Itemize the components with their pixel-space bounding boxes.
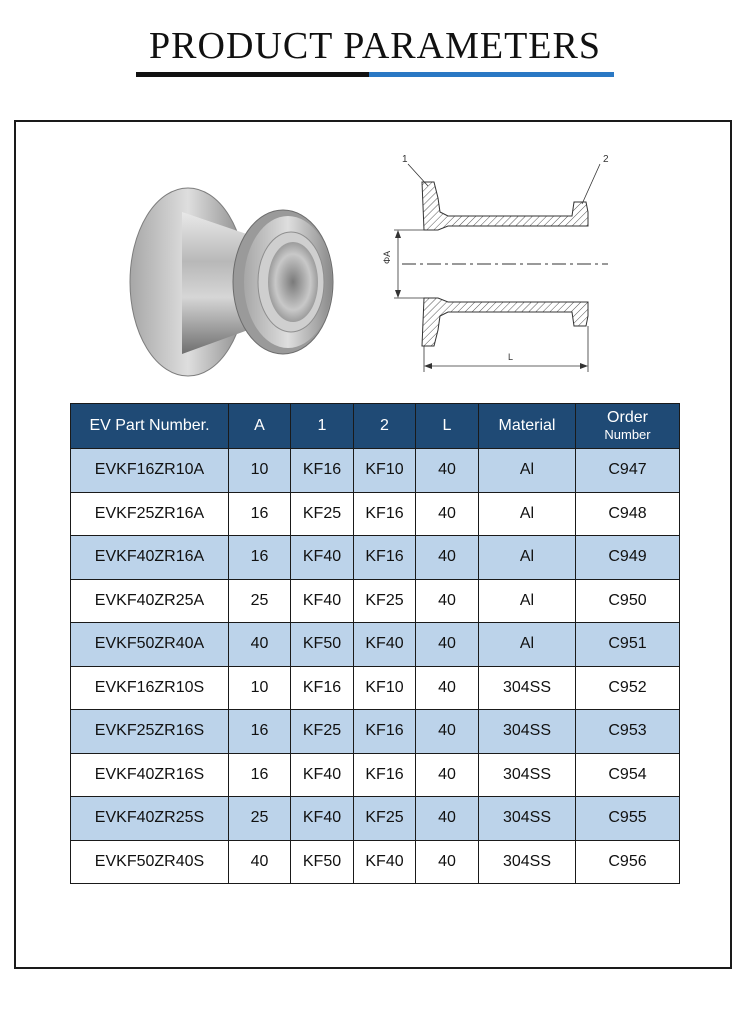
- cell-order: C950: [576, 579, 680, 623]
- cell-order: C956: [576, 840, 680, 884]
- table-row: [71, 753, 680, 797]
- cell-part: EVKF50ZR40S: [71, 840, 229, 884]
- cell-order: C953: [576, 710, 680, 754]
- header-l: L: [416, 404, 479, 449]
- cell-a: 10: [229, 666, 291, 710]
- cell-2: KF40: [354, 840, 416, 884]
- cell-l: 40: [416, 492, 479, 536]
- dim-a-label: ΦA: [382, 250, 392, 264]
- cell-a: 16: [229, 753, 291, 797]
- table-row: [71, 710, 680, 754]
- cell-part: EVKF40ZR25S: [71, 797, 229, 841]
- header-part-number: EV Part Number.: [71, 404, 229, 449]
- cell-2: KF25: [354, 797, 416, 841]
- cell-2: KF40: [354, 623, 416, 667]
- cell-material: 304SS: [479, 666, 576, 710]
- cell-part: EVKF40ZR25A: [71, 579, 229, 623]
- page-title: PRODUCT PARAMETERS: [149, 25, 601, 67]
- cell-1: KF40: [291, 797, 354, 841]
- dim-l-label: L: [508, 352, 514, 362]
- cell-2: KF16: [354, 710, 416, 754]
- cell-material: 304SS: [479, 710, 576, 754]
- table-row: [71, 492, 680, 536]
- cell-2: KF10: [354, 449, 416, 493]
- header-order-main: Order: [607, 409, 648, 426]
- header-a: A: [229, 404, 291, 449]
- cell-part: EVKF25ZR16A: [71, 492, 229, 536]
- product-photo: [120, 182, 338, 378]
- cell-part: EVKF16ZR10A: [71, 449, 229, 493]
- cell-order: C952: [576, 666, 680, 710]
- table-row: [71, 579, 680, 623]
- cell-a: 25: [229, 797, 291, 841]
- cell-1: KF40: [291, 536, 354, 580]
- header-material: Material: [479, 404, 576, 449]
- cell-a: 16: [229, 710, 291, 754]
- cell-part: EVKF50ZR40A: [71, 623, 229, 667]
- table-row: [71, 797, 680, 841]
- table-row: [71, 449, 680, 493]
- cell-a: 16: [229, 536, 291, 580]
- cell-1: KF40: [291, 753, 354, 797]
- table-header-row: [71, 404, 680, 449]
- cell-material: Al: [479, 492, 576, 536]
- cell-1: KF50: [291, 840, 354, 884]
- cell-order: C951: [576, 623, 680, 667]
- cell-material: 304SS: [479, 753, 576, 797]
- cell-material: Al: [479, 579, 576, 623]
- cell-material: 304SS: [479, 797, 576, 841]
- cell-2: KF16: [354, 536, 416, 580]
- cell-order: C948: [576, 492, 680, 536]
- cell-part: EVKF16ZR10S: [71, 666, 229, 710]
- cell-order: C955: [576, 797, 680, 841]
- callout-2: 2: [603, 154, 609, 165]
- title-underline-accent: [369, 72, 614, 77]
- title-underline: [136, 72, 614, 77]
- parameters-table: [70, 403, 680, 884]
- cell-material: Al: [479, 623, 576, 667]
- cell-l: 40: [416, 710, 479, 754]
- cell-material: Al: [479, 449, 576, 493]
- table-row: [71, 666, 680, 710]
- cell-1: KF16: [291, 449, 354, 493]
- header-order-sub: Number: [604, 427, 651, 442]
- cell-l: 40: [416, 753, 479, 797]
- table-row: [71, 623, 680, 667]
- cell-material: 304SS: [479, 840, 576, 884]
- cell-a: 16: [229, 492, 291, 536]
- cell-2: KF25: [354, 579, 416, 623]
- callout-1: 1: [402, 154, 408, 165]
- cell-2: KF16: [354, 753, 416, 797]
- cell-part: EVKF40ZR16A: [71, 536, 229, 580]
- cell-1: KF25: [291, 710, 354, 754]
- cell-part: EVKF40ZR16S: [71, 753, 229, 797]
- cell-1: KF25: [291, 492, 354, 536]
- cell-a: 25: [229, 579, 291, 623]
- header-order-number: [576, 404, 680, 449]
- cell-part: EVKF25ZR16S: [71, 710, 229, 754]
- header-1: 1: [291, 404, 354, 449]
- cell-l: 40: [416, 840, 479, 884]
- cell-1: KF40: [291, 579, 354, 623]
- cell-l: 40: [416, 536, 479, 580]
- cell-1: KF16: [291, 666, 354, 710]
- cell-a: 40: [229, 840, 291, 884]
- cell-l: 40: [416, 579, 479, 623]
- cell-1: KF50: [291, 623, 354, 667]
- cell-material: Al: [479, 536, 576, 580]
- cell-2: KF16: [354, 492, 416, 536]
- cell-order: C947: [576, 449, 680, 493]
- table-row: [71, 840, 680, 884]
- cell-l: 40: [416, 666, 479, 710]
- cell-order: C949: [576, 536, 680, 580]
- cell-2: KF10: [354, 666, 416, 710]
- cell-order: C954: [576, 753, 680, 797]
- cell-a: 10: [229, 449, 291, 493]
- cell-a: 40: [229, 623, 291, 667]
- cell-l: 40: [416, 797, 479, 841]
- cell-l: 40: [416, 449, 479, 493]
- header-2: 2: [354, 404, 416, 449]
- table-row: [71, 536, 680, 580]
- technical-drawing: [372, 150, 620, 378]
- cell-l: 40: [416, 623, 479, 667]
